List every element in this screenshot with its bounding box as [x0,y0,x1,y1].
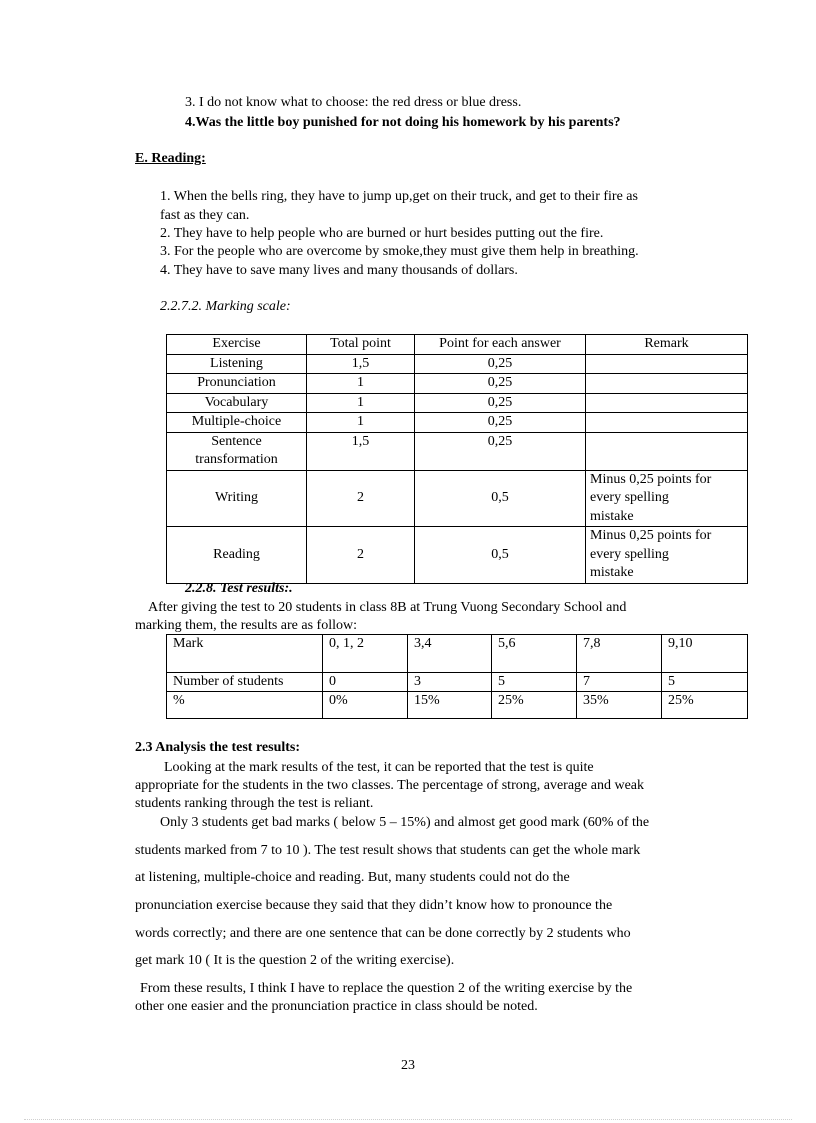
table-row [167,354,748,374]
results-cell: Mark [167,635,323,673]
test-results-table [166,634,748,719]
item-3: 3. I do not know what to choose: the red dress or blue dress. [185,95,522,110]
table-row [167,374,748,394]
results-cell: 5 [492,673,577,692]
table-row [167,692,748,719]
marking-scale-table [166,334,748,584]
results-cell: 25% [492,692,577,719]
total-cell: 1,5 [307,432,415,470]
results-cell: 9,10 [662,635,748,673]
analysis-heading: 2.3 Analysis the test results: [135,740,301,755]
exercise-line: Sentence [211,433,262,449]
table-row [167,673,748,692]
test-results-intro: After giving the test to 20 students in class 8B at Trung Vuong Secondary School and [148,600,627,615]
table-row [167,470,748,527]
total-cell: 2 [307,527,415,584]
reading-line: 2. They have to help people who are burned or hurt besides putting out the fire. [160,226,604,241]
total-cell: 1 [307,413,415,433]
test-results-heading: 2.2.8. Test results:. [185,581,293,596]
each-cell: 0,5 [415,470,586,527]
total-cell: 1,5 [307,354,415,374]
analysis-line: Looking at the mark results of the test, it can be reported that the test is quite [164,760,594,775]
remark-cell [586,354,748,374]
remark-line: every spelling [590,546,669,562]
results-cell: % [167,692,323,719]
reading-line: 4. They have to save many lives and many thousands of dollars. [160,263,518,278]
each-cell: 0,25 [415,393,586,413]
table-row [167,635,748,673]
remark-cell [586,470,748,527]
exercise-cell: Multiple-choice [167,413,307,433]
remark-line: Minus 0,25 points for [590,471,712,487]
analysis-line: other one easier and the pronunciation practice in class should be noted. [135,999,538,1014]
analysis-line: Only 3 students get bad marks ( below 5 – 15%) and almost get good mark (60% of the [160,815,650,830]
total-cell: 1 [307,393,415,413]
header-cell: Exercise [167,335,307,355]
analysis-line: students marked from 7 to 10 ). The test result shows that students can get the whole mark [135,843,641,858]
table-row [167,393,748,413]
each-cell: 0,5 [415,527,586,584]
results-cell: 15% [408,692,492,719]
exercise-cell: Vocabulary [167,393,307,413]
analysis-line: at listening, multiple-choice and reading. But, many students could not do the [135,870,570,885]
test-results-intro: marking them, the results are as follow: [135,618,357,633]
each-cell: 0,25 [415,413,586,433]
total-cell: 1 [307,374,415,394]
exercise-cell: Writing [167,470,307,527]
exercise-line: transformation [195,452,278,467]
header-cell: Point for each answer [415,335,586,355]
results-cell: 0% [323,692,408,719]
results-cell: 5 [662,673,748,692]
results-cell: 0 [323,673,408,692]
each-cell: 0,25 [415,374,586,394]
analysis-line: words correctly; and there are one sentence that can be done correctly by 2 students who [135,926,631,941]
each-cell: 0,25 [415,354,586,374]
item-4: 4.Was the little boy punished for not doing his homework by his parents? [185,115,621,130]
results-cell: 7 [577,673,662,692]
header-cell: Remark [586,335,748,355]
footer-divider [24,1119,792,1120]
exercise-cell: Reading [167,527,307,584]
remark-cell [586,527,748,584]
header-cell: Total point [307,335,415,355]
table-row [167,413,748,433]
marking-scale-heading: 2.2.7.2. Marking scale: [160,299,291,314]
remark-cell [586,393,748,413]
reading-line: 3. For the people who are overcome by smoke,they must give them help in breathing. [160,244,639,259]
remark-line: mistake [590,565,634,580]
remark-cell [586,432,748,470]
exercise-cell: Listening [167,354,307,374]
remark-line: Minus 0,25 points for [590,528,712,543]
analysis-line: students ranking through the test is reliant. [135,796,374,811]
table-row [167,432,748,470]
results-cell: 7,8 [577,635,662,673]
analysis-line: get mark 10 ( It is the question 2 of the writing exercise). [135,953,455,968]
table-row [167,527,748,584]
exercise-cell: Pronunciation [167,374,307,394]
reading-line: 1. When the bells ring, they have to jump up,get on their truck, and get to their fire as [160,189,638,204]
exercise-cell [167,432,307,470]
results-cell: 35% [577,692,662,719]
results-cell: 25% [662,692,748,719]
results-cell: 0, 1, 2 [323,635,408,673]
total-cell: 2 [307,470,415,527]
each-cell: 0,25 [415,432,586,470]
remark-cell [586,374,748,394]
table-header-row [167,335,748,355]
analysis-line: From these results, I think I have to replace the question 2 of the writing exercise by the [140,981,633,996]
reading-heading: E. Reading: [135,151,206,166]
results-cell: 3 [408,673,492,692]
analysis-line: appropriate for the students in the two classes. The percentage of strong, average and weak [135,778,644,793]
analysis-line: pronunciation exercise because they said that they didn’t know how to pronounce the [135,898,613,913]
page-number: 23 [401,1058,415,1073]
results-cell: Number of students [167,673,323,692]
remark-line: mistake [590,508,634,524]
reading-line: fast as they can. [160,208,250,223]
remark-cell [586,413,748,433]
remark-line: every spelling [590,490,669,505]
results-cell: 5,6 [492,635,577,673]
results-cell: 3,4 [408,635,492,673]
